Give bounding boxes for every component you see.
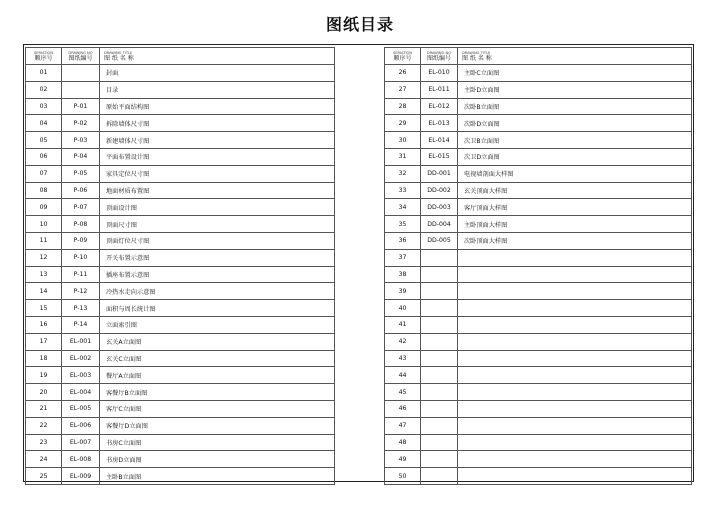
drawing-title: 主卧C立面图 (458, 65, 692, 82)
table-row (26, 148, 335, 165)
header-title-cn: 图 纸 名 称 (104, 54, 134, 62)
drawing-title (458, 451, 692, 468)
seq-number: 37 (385, 249, 421, 266)
drawing-number: EL-014 (421, 132, 458, 149)
drawing-title (458, 266, 692, 283)
table-row (26, 283, 335, 300)
seq-number: 47 (385, 417, 421, 434)
drawing-number (421, 451, 458, 468)
seq-number: 03 (26, 98, 62, 115)
header-drawing-no (62, 48, 100, 65)
drawing-title (458, 300, 692, 317)
drawing-number (421, 266, 458, 283)
seq-number: 30 (385, 132, 421, 149)
drawing-number (421, 350, 458, 367)
drawing-index-table-right (384, 47, 692, 485)
seq-number: 24 (26, 451, 62, 468)
right-rows (385, 65, 692, 485)
table-row (26, 266, 335, 283)
seq-number: 43 (385, 350, 421, 367)
table-row (26, 216, 335, 233)
drawing-number: P-05 (62, 165, 100, 182)
table-row (26, 300, 335, 317)
seq-number: 27 (385, 81, 421, 98)
header-title-en: DRAWING TITLE (462, 50, 491, 55)
drawing-number: EL-009 (62, 468, 100, 485)
seq-number: 17 (26, 333, 62, 350)
table-row (385, 384, 692, 401)
seq-number: 29 (385, 115, 421, 132)
table-row (26, 81, 335, 98)
seq-number: 22 (26, 417, 62, 434)
drawing-number: EL-004 (62, 384, 100, 401)
drawing-title (458, 283, 692, 300)
header-title-cn: 图 纸 名 称 (462, 54, 492, 62)
drawing-number (421, 249, 458, 266)
drawing-title: 顶面灯位尺寸图 (100, 232, 335, 249)
table-row (26, 451, 335, 468)
drawing-number: P-11 (62, 266, 100, 283)
table-row (385, 266, 692, 283)
table-row (385, 417, 692, 434)
seq-number: 10 (26, 216, 62, 233)
drawing-title: 新建墙体尺寸图 (100, 132, 335, 149)
drawing-title (458, 333, 692, 350)
drawing-number: P-12 (62, 283, 100, 300)
drawing-index-frame (23, 44, 694, 482)
seq-number: 39 (385, 283, 421, 300)
drawing-title (458, 316, 692, 333)
table-row (385, 115, 692, 132)
table-row (26, 468, 335, 485)
table-row (385, 350, 692, 367)
page-title: 图纸目录 (325, 15, 394, 34)
seq-number: 11 (26, 232, 62, 249)
drawing-title: 客厅C立面图 (100, 400, 335, 417)
header-seq (26, 48, 62, 65)
seq-number: 04 (26, 115, 62, 132)
drawing-number (421, 417, 458, 434)
drawing-number (421, 400, 458, 417)
drawing-title (458, 367, 692, 384)
seq-number: 41 (385, 316, 421, 333)
drawing-title: 书房C立面图 (100, 434, 335, 451)
table-row (385, 132, 692, 149)
seq-number: 40 (385, 300, 421, 317)
table-row (385, 216, 692, 233)
header-drawing-title (100, 48, 335, 65)
header-no-cn: 图纸编号 (426, 54, 451, 62)
table-row (26, 165, 335, 182)
seq-number: 06 (26, 148, 62, 165)
table-row (26, 417, 335, 434)
seq-number: 31 (385, 148, 421, 165)
table-row (385, 400, 692, 417)
table-row (26, 350, 335, 367)
drawing-number: EL-011 (421, 81, 458, 98)
header-seq-en: SERIATION (33, 50, 54, 55)
drawing-number (421, 434, 458, 451)
drawing-title: 顶面尺寸图 (100, 216, 335, 233)
header-seq-en: SERIATION (392, 50, 413, 55)
drawing-title (458, 468, 692, 485)
table-row (385, 65, 692, 82)
drawing-title: 立面索引图 (100, 316, 335, 333)
seq-number: 46 (385, 400, 421, 417)
left-rows (26, 65, 335, 485)
drawing-title: 次卫D立面图 (458, 148, 692, 165)
table-row (26, 232, 335, 249)
table-row (26, 367, 335, 384)
seq-number: 02 (26, 81, 62, 98)
seq-number: 48 (385, 434, 421, 451)
table-row (26, 249, 335, 266)
table-header-row (26, 48, 335, 65)
seq-number: 01 (26, 65, 62, 82)
seq-number: 38 (385, 266, 421, 283)
drawing-title: 客餐厅D立面图 (100, 417, 335, 434)
table-row (26, 400, 335, 417)
drawing-title: 客餐厅B立面图 (100, 384, 335, 401)
table-row (385, 148, 692, 165)
drawing-number: P-01 (62, 98, 100, 115)
table-row (385, 199, 692, 216)
drawing-title: 平面布置设计图 (100, 148, 335, 165)
seq-number: 21 (26, 400, 62, 417)
drawing-number: P-04 (62, 148, 100, 165)
drawing-number (62, 65, 100, 82)
seq-number: 42 (385, 333, 421, 350)
drawing-number: DD-002 (421, 182, 458, 199)
drawing-number (421, 384, 458, 401)
drawing-number: DD-003 (421, 199, 458, 216)
header-no-en: DRAWING NO (68, 50, 93, 55)
drawing-title: 家具定位尺寸图 (100, 165, 335, 182)
drawing-number: EL-001 (62, 333, 100, 350)
seq-number: 45 (385, 384, 421, 401)
table-row (26, 65, 335, 82)
drawing-title: 原始平面结构图 (100, 98, 335, 115)
seq-number: 13 (26, 266, 62, 283)
seq-number: 25 (26, 468, 62, 485)
drawing-number: EL-002 (62, 350, 100, 367)
drawing-number: DD-004 (421, 216, 458, 233)
header-drawing-title (458, 48, 692, 65)
drawing-number: P-08 (62, 216, 100, 233)
table-row (26, 434, 335, 451)
drawing-title: 开关布置示意图 (100, 249, 335, 266)
drawing-number: DD-005 (421, 232, 458, 249)
seq-number: 08 (26, 182, 62, 199)
drawing-title (458, 400, 692, 417)
drawing-title (458, 249, 692, 266)
table-row (26, 199, 335, 216)
table-row (385, 81, 692, 98)
drawing-title: 次卫B立面图 (458, 132, 692, 149)
seq-number: 12 (26, 249, 62, 266)
header-seq (385, 48, 421, 65)
drawing-number: P-02 (62, 115, 100, 132)
drawing-number: P-06 (62, 182, 100, 199)
table-row (385, 333, 692, 350)
drawing-title: 玄关A立面图 (100, 333, 335, 350)
drawing-title: 主卧D立面图 (458, 81, 692, 98)
drawing-number (421, 300, 458, 317)
table-header-row (385, 48, 692, 65)
table-row (385, 182, 692, 199)
seq-number: 14 (26, 283, 62, 300)
drawing-number (421, 283, 458, 300)
seq-number: 23 (26, 434, 62, 451)
table-row (385, 451, 692, 468)
table-row (385, 316, 692, 333)
table-row (26, 384, 335, 401)
seq-number: 32 (385, 165, 421, 182)
seq-number: 49 (385, 451, 421, 468)
table-row (385, 283, 692, 300)
header-drawing-no (421, 48, 458, 65)
drawing-number (421, 468, 458, 485)
table-row (385, 434, 692, 451)
drawing-number: EL-013 (421, 115, 458, 132)
drawing-title: 面积与周长统计图 (100, 300, 335, 317)
drawing-number (421, 316, 458, 333)
table-row (385, 468, 692, 485)
table-row (385, 232, 692, 249)
drawing-title: 冷热水走向示意图 (100, 283, 335, 300)
seq-number: 33 (385, 182, 421, 199)
drawing-number: P-09 (62, 232, 100, 249)
drawing-number (421, 367, 458, 384)
drawing-title: 电视墙剖面大样图 (458, 165, 692, 182)
drawing-number: EL-006 (62, 417, 100, 434)
table-row (385, 300, 692, 317)
drawing-number: P-10 (62, 249, 100, 266)
drawing-title: 次卧D立面图 (458, 115, 692, 132)
drawing-number: P-07 (62, 199, 100, 216)
drawing-title: 封面 (100, 65, 335, 82)
drawing-title: 插座布置示意图 (100, 266, 335, 283)
header-title-en: DRAWING TITLE (104, 50, 133, 55)
seq-number: 09 (26, 199, 62, 216)
drawing-number: EL-012 (421, 98, 458, 115)
drawing-number: EL-007 (62, 434, 100, 451)
drawing-title: 主卧顶面大样图 (458, 216, 692, 233)
seq-number: 19 (26, 367, 62, 384)
seq-number: 26 (385, 65, 421, 82)
drawing-title (458, 350, 692, 367)
drawing-title: 次卧顶面大样图 (458, 232, 692, 249)
drawing-number: EL-010 (421, 65, 458, 82)
seq-number: 36 (385, 232, 421, 249)
table-row (26, 182, 335, 199)
table-row (26, 98, 335, 115)
seq-number: 18 (26, 350, 62, 367)
table-row (385, 249, 692, 266)
seq-number: 44 (385, 367, 421, 384)
table-row (385, 367, 692, 384)
drawing-number: P-03 (62, 132, 100, 149)
drawing-title: 主卧B立面图 (100, 468, 335, 485)
drawing-title: 目录 (100, 81, 335, 98)
drawing-number: P-13 (62, 300, 100, 317)
drawing-number: EL-015 (421, 148, 458, 165)
header-seq-cn: 顺序号 (393, 54, 412, 62)
drawing-title (458, 417, 692, 434)
seq-number: 50 (385, 468, 421, 485)
drawing-number (421, 333, 458, 350)
drawing-title: 书房D立面图 (100, 451, 335, 468)
table-row (385, 165, 692, 182)
table-row (26, 115, 335, 132)
drawing-title: 玄关C立面图 (100, 350, 335, 367)
table-row (26, 132, 335, 149)
drawing-title: 地面材质布置图 (100, 182, 335, 199)
table-row (385, 98, 692, 115)
drawing-number: EL-003 (62, 367, 100, 384)
drawing-number (62, 81, 100, 98)
drawing-title: 餐厅A立面图 (100, 367, 335, 384)
table-row (26, 316, 335, 333)
seq-number: 35 (385, 216, 421, 233)
drawing-index-table-left (25, 47, 335, 485)
seq-number: 15 (26, 300, 62, 317)
drawing-number: DD-001 (421, 165, 458, 182)
drawing-title (458, 384, 692, 401)
drawing-number: P-14 (62, 316, 100, 333)
header-no-cn: 图纸编号 (68, 54, 93, 62)
drawing-title: 玄关顶面大样图 (458, 182, 692, 199)
seq-number: 05 (26, 132, 62, 149)
drawing-number: EL-008 (62, 451, 100, 468)
seq-number: 28 (385, 98, 421, 115)
header-no-en: DRAWING NO (426, 50, 452, 55)
drawing-title: 客厅顶面大样图 (458, 199, 692, 216)
seq-number: 34 (385, 199, 421, 216)
seq-number: 16 (26, 316, 62, 333)
drawing-number: EL-005 (62, 400, 100, 417)
seq-number: 07 (26, 165, 62, 182)
drawing-title (458, 434, 692, 451)
drawing-title: 拆除墙体尺寸图 (100, 115, 335, 132)
seq-number: 20 (26, 384, 62, 401)
drawing-title: 次卧B立面图 (458, 98, 692, 115)
header-seq-cn: 顺序号 (34, 54, 53, 62)
drawing-title: 顶面设计图 (100, 199, 335, 216)
table-row (26, 333, 335, 350)
